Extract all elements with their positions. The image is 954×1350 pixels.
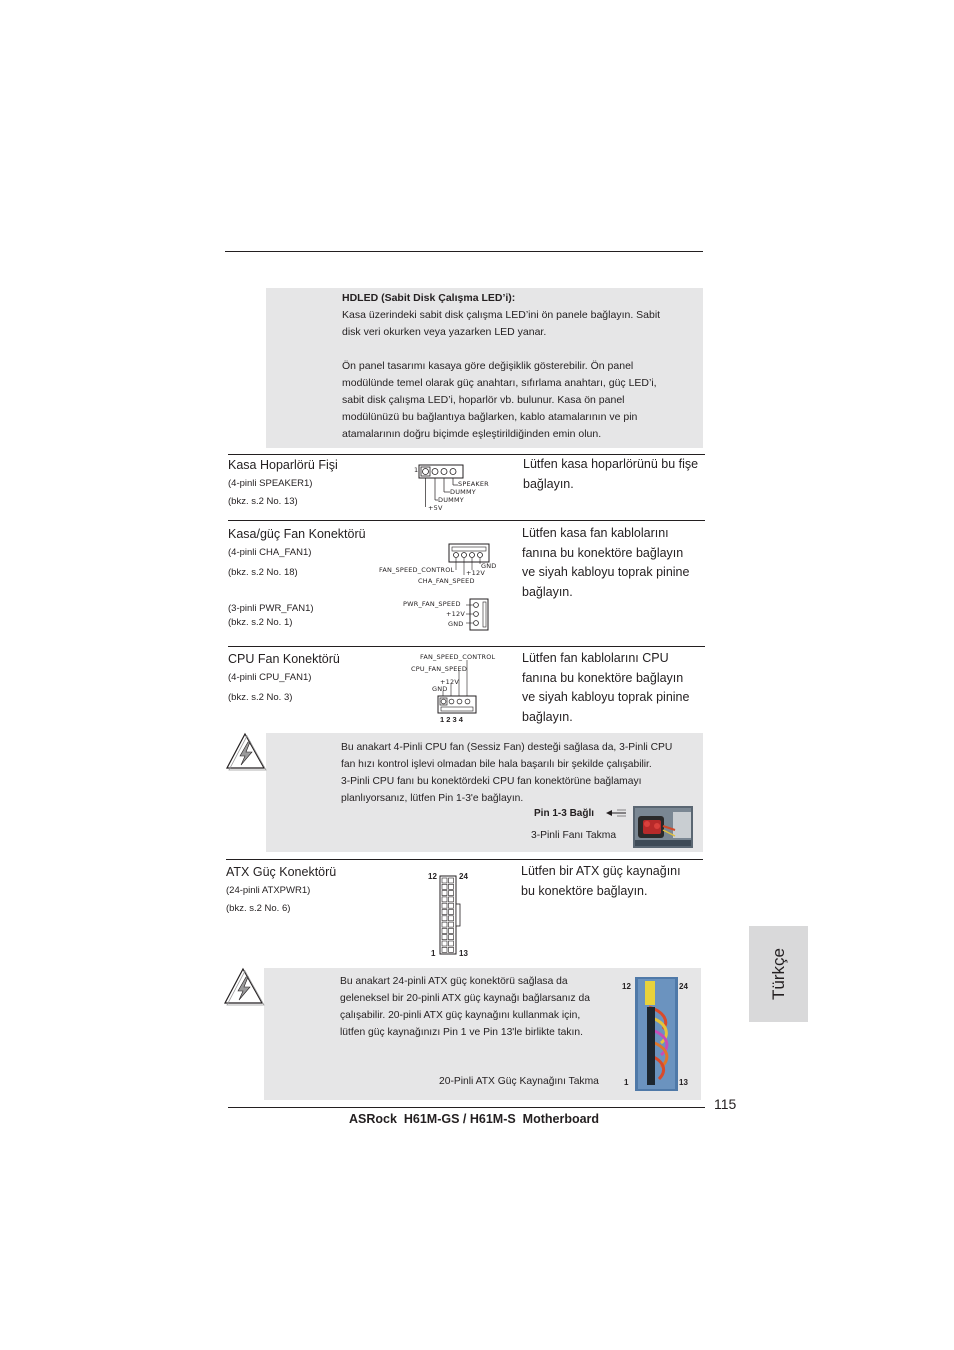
chassis-fan-desc-line: ve siyah kabloyu toprak pinine — [522, 565, 690, 579]
section-rule — [226, 859, 703, 860]
atx-note-line: çalışabilir. 20-pinli ATX güç kaynağını kullanmak için, — [340, 1010, 581, 1021]
atx-latch — [456, 904, 460, 926]
section-rule — [228, 520, 705, 521]
hdled-para2-line: sabit disk çalışma LED’i, hoparlör vb. bulunur. Kasa ön panel — [342, 394, 625, 406]
hdled-line: Kasa üzerindeki sabit disk çalışma LED’ini ön panele bağlayın. Sabit — [342, 309, 661, 321]
atx-note-text — [340, 973, 620, 1041]
atx-pin13-label: 13 — [459, 949, 468, 958]
atx-pin24-label: 24 — [459, 872, 468, 881]
atx-note-line: Bu anakart 24-pinli ATX güç konektörü sağlasa da — [340, 976, 568, 987]
speaker-label: SPEAKER — [458, 480, 489, 488]
atx-installation-photo — [635, 977, 678, 1091]
atx-sub: (24-pinli ATXPWR1) — [226, 885, 311, 896]
dummy-label: DUMMY — [438, 496, 464, 504]
pwr-v12-label: +12V — [446, 610, 465, 618]
cha-gnd-label: GND — [481, 562, 497, 570]
pwr-fan-sub: (3-pinli PWR_FAN1) — [228, 603, 314, 614]
chassis-fan-desc-line: bağlayın. — [522, 584, 573, 599]
atx-photo-pin24-label: 24 — [679, 982, 688, 991]
atx-connector-diagram — [438, 874, 462, 956]
speaker-sub: (4-pinli SPEAKER1) — [228, 478, 313, 489]
speaker-title: Kasa Hoparlörü Fişi — [228, 458, 338, 472]
fan-installation-photo — [633, 806, 693, 848]
atx-desc-line: bu konektöre bağlayın. — [521, 883, 648, 898]
cpu-fan-desc-line: fanına bu konektöre bağlayın — [522, 670, 684, 685]
cpu-fan-desc — [522, 649, 707, 727]
atx-photo-pin1-label: 1 — [624, 1078, 629, 1087]
cpu-note-caption: 3-Pinli Fanı Takma — [531, 830, 617, 841]
cha-speed-control-label: FAN_SPEED_CONTROL — [379, 566, 455, 574]
atx-note-line: geleneksel bir 20-pinli ATX güç kaynağı bağlarsanız da — [340, 993, 590, 1004]
page-number: 115 — [714, 1096, 737, 1112]
pwr-speed-label: PWR_FAN_SPEED — [403, 600, 461, 608]
cpu-note-line: Bu anakart 4-Pinli CPU fan (Sessiz Fan) desteği sağlasa da, 3-Pinli CPU — [341, 742, 673, 753]
atx-desc — [521, 862, 706, 901]
hdled-line: disk veri okurken veya yazarken LED yanar. — [342, 326, 547, 338]
section-rule — [228, 646, 705, 647]
speaker-ref: (bkz. s.2 No. 13) — [228, 496, 298, 507]
cpu-note-line: 3-Pinli CPU fanı bu konektördeki CPU fan konektörüne bağlamayı — [341, 776, 642, 787]
cpu-fan-connector-diagram — [435, 658, 481, 716]
cpu-fan-ref: (bkz. s.2 No. 3) — [228, 692, 293, 703]
atx-ref: (bkz. s.2 No. 6) — [226, 903, 291, 914]
hdled-text — [342, 290, 702, 443]
warning-icon — [225, 731, 267, 771]
speaker-desc-line: Lütfen kasa hoparlörünü bu fişe — [523, 457, 699, 471]
cpu-gnd-label: GND — [432, 685, 448, 693]
cpu-fan-desc-line: bağlayın. — [522, 709, 573, 724]
dummy-label: DUMMY — [450, 488, 476, 496]
atx-desc-line: Lütfen bir ATX güç kaynağını — [521, 864, 681, 878]
pwr-fan-ref: (bkz. s.2 No. 1) — [228, 617, 293, 628]
atx-photo-pin12-label: 12 — [622, 982, 631, 991]
atx-photo-pin13-label: 13 — [679, 1078, 688, 1087]
cpu-fan-title: CPU Fan Konektörü — [228, 652, 340, 666]
cpu-fan-desc-line: Lütfen fan kablolarını CPU — [522, 651, 669, 665]
atx-pin12-label: 12 — [428, 872, 437, 881]
atx-section — [226, 865, 336, 915]
cpu-note-line: fan hızı kontrol işlevi olmadan bile hala başarılı bir şekilde çalışabilir. — [341, 759, 652, 770]
cpu-note-text — [341, 739, 703, 807]
hdled-para2-line: modülünde temel olarak güç anahtarı, sıfırlama anahtarı, güç LED’i, — [342, 377, 657, 389]
language-tab — [749, 926, 808, 1022]
footer-title: ASRock H61M-GS / H61M-S Motherboard — [349, 1112, 600, 1126]
arrow-left-icon — [605, 808, 627, 818]
atx-title: ATX Güç Konektörü — [226, 865, 337, 879]
cpu-v12-label: +12V — [440, 678, 459, 686]
hdled-para2-line: Ön panel tasarımı kasaya göre değişiklik gösterebilir. Ön panel — [342, 360, 634, 372]
chassis-fan-desc-line: fanına bu konektöre bağlayın — [522, 545, 684, 560]
hdled-para2-line: modülünüzü bu bağlantıya bağlarken, kablo atamalarının ve pin — [342, 411, 638, 423]
hdled-title: HDLED (Sabit Disk Çalışma LED’i): — [342, 292, 516, 304]
cpu-pin-numbers: 1 2 3 4 — [440, 715, 463, 724]
speaker-desc — [523, 455, 708, 494]
hdled-para2-line: atamalarının doğru biçimde eşleştirildiğinden emin olun. — [342, 428, 602, 440]
footer-rule — [228, 1107, 705, 1108]
chassis-fan-sub: (4-pinli CHA_FAN1) — [228, 547, 312, 558]
warning-icon — [223, 966, 265, 1006]
language-tab-label: Türkçe — [768, 948, 788, 1000]
cpu-note-line: planlıyorsanız, lütfen Pin 1-3'e bağlayın. — [341, 793, 524, 804]
atx-pin1-label: 1 — [431, 949, 436, 958]
cpu-fan-section — [228, 652, 340, 704]
cpu-fan-desc-line: ve siyah kabloyu toprak pinine — [522, 690, 690, 704]
cpu-speed-label: CPU_FAN_SPEED — [411, 665, 468, 673]
v5-label: +5V — [428, 504, 443, 512]
cpu-speed-control-label: FAN_SPEED_CONTROL — [420, 653, 496, 661]
chassis-fan-section — [228, 527, 366, 629]
chassis-fan-desc — [522, 524, 707, 602]
top-rule — [225, 251, 703, 252]
pwr-gnd-label: GND — [448, 620, 464, 628]
chassis-fan-desc-line: Lütfen kasa fan kablolarını — [522, 526, 669, 540]
atx-note-line: lütfen güç kaynağınızı Pin 1 ve Pin 13'le birlikte takın. — [340, 1027, 583, 1038]
speaker-pin1-label: 1 — [414, 466, 419, 474]
pin-connected-label: Pin 1-3 Bağlı — [534, 808, 595, 819]
pwr-fan-connector-diagram — [466, 598, 492, 632]
chassis-fan-ref: (bkz. s.2 No. 18) — [228, 567, 298, 578]
cha-speed-label: CHA_FAN_SPEED — [418, 577, 475, 585]
speaker-section — [228, 458, 338, 508]
chassis-fan-title: Kasa/güç Fan Konektörü — [228, 527, 366, 541]
atx-note-caption: 20-Pinli ATX Güç Kaynağını Takma — [439, 1076, 599, 1087]
cha-v12-label: +12V — [466, 569, 485, 577]
speaker-desc-line: bağlayın. — [523, 476, 574, 491]
cpu-fan-sub: (4-pinli CPU_FAN1) — [228, 672, 312, 683]
